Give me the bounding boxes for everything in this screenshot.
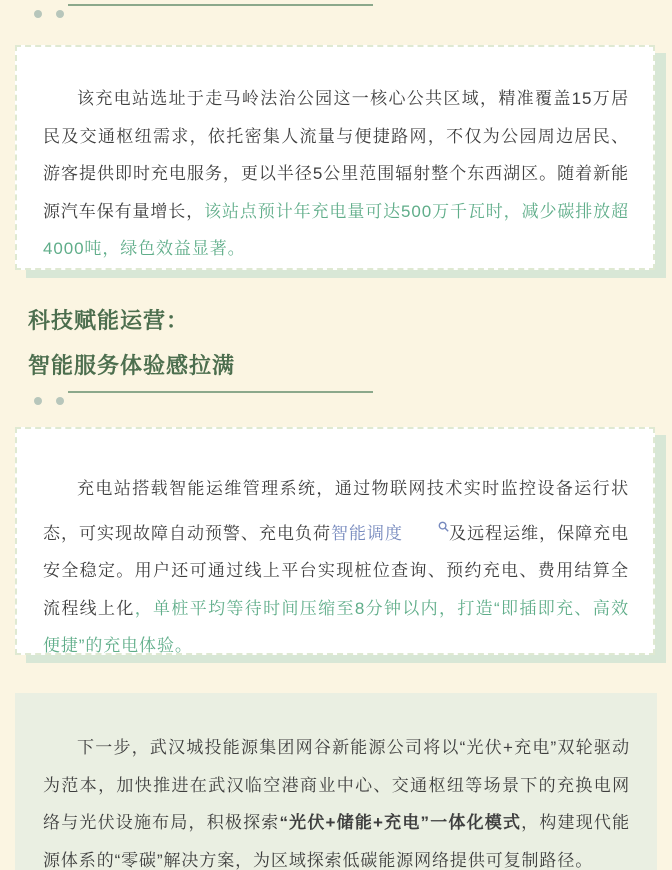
dot-icon <box>34 397 42 405</box>
body-text: 该充电站选址于走马岭法治公园这一核心公共区域，精准覆盖15万居民及交通枢纽需求，依托密集人流量与便捷路网，不仅为公园周边居民、游客提供即时充电服务，更以半径5公里范围辐射整个东西湖区。随着新能源汽车保有量增长， <box>43 89 629 221</box>
paragraph-smart-operations <box>43 470 629 665</box>
dot-icon <box>56 10 64 18</box>
body-text: 下一步，武汉城投能源集团网谷新能源公司将以“光伏+充电”双轮驱动为范本，加快推进在武汉临空港商业中心、交通枢纽等场景下的充换电网络与光伏设施布局，积极探索 <box>43 738 630 832</box>
search-icon <box>404 508 449 546</box>
paragraph-next-steps <box>43 729 630 870</box>
body-text: 充电站搭载智能运维管理系统，通过物联网技术实时监控设备运行状态，可实现故障自动预警、充电负荷 <box>43 479 629 543</box>
divider-line <box>68 4 373 6</box>
info-card-site-selection <box>15 45 655 270</box>
decorative-divider-middle <box>0 387 380 413</box>
divider-line <box>68 391 373 393</box>
search-link-text[interactable]: 智能调度 <box>331 523 403 543</box>
summary-block-next-steps <box>15 693 657 870</box>
search-link-smart-dispatch[interactable] <box>331 524 449 543</box>
section-title-line2: 智能服务体验感拉满 <box>28 353 236 378</box>
dot-icon <box>56 397 64 405</box>
highlight-text-green: ，单桩平均等待时间压缩至8分钟以内，打造“即插即充、高效便捷”的充电体验。 <box>43 598 629 655</box>
body-text: ，构建现代能源体系的“零碳”解决方案，为区域探索低碳能源网络提供可复制路径。 <box>43 813 631 870</box>
section-title-line1: 科技赋能运营： <box>28 308 190 333</box>
decorative-divider-top <box>0 0 380 26</box>
bold-text-integrated-model: “光伏+储能+充电”一体化模式 <box>279 813 522 832</box>
info-card-smart-operations <box>15 427 655 655</box>
body-text: 及远程运维，保障充电安全稳定。用户还可通过线上平台实现桩位查询、预约充电、费用结算全流程线上化 <box>43 523 629 618</box>
paragraph-site-selection <box>43 80 629 268</box>
highlight-text-green: 该站点预计年充电量可达500万千瓦时，减少碳排放超4000吨，绿色效益显著。 <box>43 201 629 258</box>
dot-icon <box>34 10 42 18</box>
section-title <box>28 298 235 388</box>
